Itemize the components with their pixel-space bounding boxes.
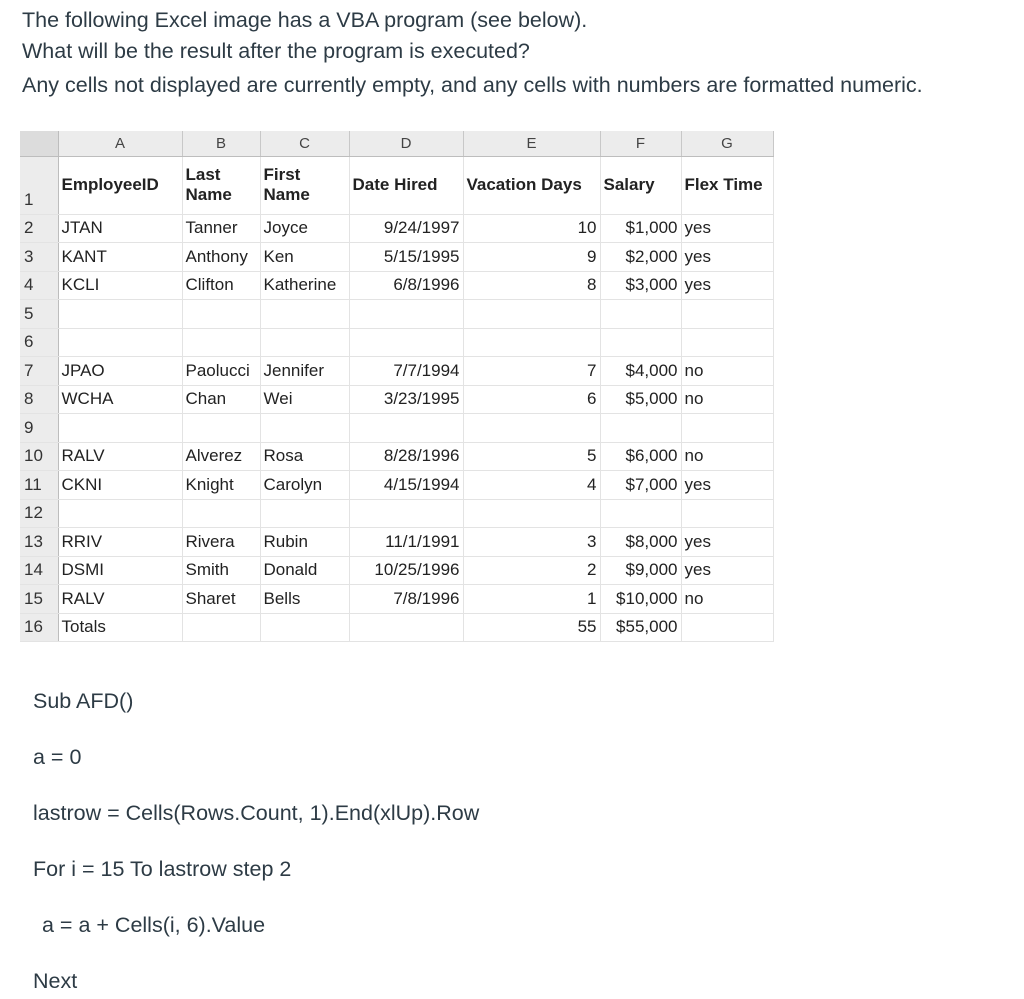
cell-c: Bells [260,585,349,614]
cell-e [463,499,600,528]
excel-sheet-image [20,131,774,642]
column-header-c: C [260,131,349,156]
header-vacation-days: Vacation Days [463,156,600,214]
header-date-hired: Date Hired [349,156,463,214]
header-first-name: First Name [260,156,349,214]
cell-c: Jennifer [260,357,349,386]
cell-d: 4/15/1994 [349,471,463,500]
cell-g: yes [681,271,773,300]
row-number: 11 [20,471,58,500]
row-number: 9 [20,414,58,443]
cell-g: no [681,385,773,414]
row-number: 1 [20,156,58,214]
cell-a: RRIV [58,528,182,557]
cell-d: 7/8/1996 [349,585,463,614]
cell-f [600,300,681,329]
cell-a: RALV [58,585,182,614]
code-line-next: Next [33,969,78,993]
cell-g: no [681,357,773,386]
cell-g [681,499,773,528]
table-row [20,442,773,471]
cell-d [349,414,463,443]
question-line-2: What will be the result after the program is executed? [22,39,530,63]
table-row [20,528,773,557]
table-row [20,214,773,243]
cell-g: yes [681,243,773,272]
column-header-b: B [182,131,260,156]
cell-c [260,300,349,329]
cell-b: Knight [182,471,260,500]
question-line-1: The following Excel image has a VBA program (see below). [22,8,588,32]
header-salary: Salary [600,156,681,214]
header-row [20,156,773,214]
cell-b [182,499,260,528]
row-number: 4 [20,271,58,300]
row-number: 8 [20,385,58,414]
cell-g: no [681,585,773,614]
row-number: 2 [20,214,58,243]
table-row [20,414,773,443]
cell-b: Alverez [182,442,260,471]
cell-a [58,499,182,528]
cell-c: Joyce [260,214,349,243]
cell-a: JTAN [58,214,182,243]
cell-e [463,328,600,357]
cell-c: Rosa [260,442,349,471]
cell-d: 6/8/1996 [349,271,463,300]
header-employeeid: EmployeeID [58,156,182,214]
row-number: 5 [20,300,58,329]
cell-f: $2,000 [600,243,681,272]
header-flex-time: Flex Time [681,156,773,214]
table-row [20,385,773,414]
table-row [20,613,773,642]
row-number: 3 [20,243,58,272]
cell-f [600,328,681,357]
code-line-sub: Sub AFD() [33,689,134,713]
cell-g [681,613,773,642]
cell-e: 3 [463,528,600,557]
cell-c: Donald [260,556,349,585]
cell-d: 8/28/1996 [349,442,463,471]
select-all-corner [20,131,58,156]
cell-g: yes [681,556,773,585]
cell-e: 2 [463,556,600,585]
cell-d [349,300,463,329]
cell-e: 5 [463,442,600,471]
cell-a: WCHA [58,385,182,414]
cell-e: 10 [463,214,600,243]
row-number: 14 [20,556,58,585]
row-number: 16 [20,613,58,642]
cell-c: Ken [260,243,349,272]
cell-g [681,328,773,357]
cell-e: 55 [463,613,600,642]
cell-c: Rubin [260,528,349,557]
cell-g: yes [681,214,773,243]
cell-d [349,499,463,528]
code-line-lastrow: lastrow = Cells(Rows.Count, 1).End(xlUp).Row [33,801,480,825]
cell-c: Carolyn [260,471,349,500]
table-row [20,328,773,357]
cell-e: 6 [463,385,600,414]
cell-e: 1 [463,585,600,614]
cell-f: $5,000 [600,385,681,414]
cell-e: 8 [463,271,600,300]
cell-f: $8,000 [600,528,681,557]
cell-g: no [681,442,773,471]
cell-g [681,300,773,329]
cell-e: 7 [463,357,600,386]
cell-d [349,613,463,642]
cell-c [260,328,349,357]
cell-a: KCLI [58,271,182,300]
cell-b: Smith [182,556,260,585]
cell-b: Clifton [182,271,260,300]
table-row [20,243,773,272]
column-header-a: A [58,131,182,156]
row-number: 15 [20,585,58,614]
row-number: 13 [20,528,58,557]
column-header-g: G [681,131,773,156]
spreadsheet-table [20,131,774,642]
cell-c: Katherine [260,271,349,300]
cell-b [182,328,260,357]
cell-b: Anthony [182,243,260,272]
cell-a: JPAO [58,357,182,386]
cell-d: 7/7/1994 [349,357,463,386]
row-number: 12 [20,499,58,528]
cell-e: 4 [463,471,600,500]
table-row [20,471,773,500]
cell-b: Sharet [182,585,260,614]
code-line-for: For i = 15 To lastrow step 2 [33,857,292,881]
cell-b [182,414,260,443]
cell-f: $9,000 [600,556,681,585]
cell-g: yes [681,528,773,557]
cell-b: Chan [182,385,260,414]
cell-d [349,328,463,357]
cell-g [681,414,773,443]
cell-a [58,328,182,357]
header-last-name: Last Name [182,156,260,214]
cell-a [58,414,182,443]
cell-f [600,414,681,443]
cell-b: Paolucci [182,357,260,386]
cell-f: $55,000 [600,613,681,642]
cell-f: $3,000 [600,271,681,300]
cell-f: $1,000 [600,214,681,243]
cell-g: yes [681,471,773,500]
cell-f: $7,000 [600,471,681,500]
table-row [20,499,773,528]
table-row [20,357,773,386]
cell-f: $6,000 [600,442,681,471]
code-line-init: a = 0 [33,745,82,769]
cell-e [463,414,600,443]
cell-b [182,300,260,329]
row-number: 7 [20,357,58,386]
column-header-d: D [349,131,463,156]
cell-b: Tanner [182,214,260,243]
cell-c [260,613,349,642]
cell-c [260,414,349,443]
row-number: 6 [20,328,58,357]
cell-c: Wei [260,385,349,414]
cell-b [182,613,260,642]
cell-e [463,300,600,329]
cell-f [600,499,681,528]
question-line-3: Any cells not displayed are currently empty, and any cells with numbers are formatted numeric. [22,73,923,97]
cell-d: 10/25/1996 [349,556,463,585]
cell-d: 3/23/1995 [349,385,463,414]
cell-b: Rivera [182,528,260,557]
cell-a: Totals [58,613,182,642]
cell-a: CKNI [58,471,182,500]
table-row [20,556,773,585]
cell-a: DSMI [58,556,182,585]
cell-d: 9/24/1997 [349,214,463,243]
table-row [20,271,773,300]
table-row [20,585,773,614]
row-number: 10 [20,442,58,471]
table-row [20,300,773,329]
cell-c [260,499,349,528]
cell-f: $10,000 [600,585,681,614]
column-header-f: F [600,131,681,156]
cell-a: RALV [58,442,182,471]
cell-a: KANT [58,243,182,272]
cell-e: 9 [463,243,600,272]
column-header-row [20,131,773,156]
cell-a [58,300,182,329]
column-header-e: E [463,131,600,156]
cell-d: 5/15/1995 [349,243,463,272]
cell-f: $4,000 [600,357,681,386]
code-line-accumulate: a = a + Cells(i, 6).Value [42,913,266,937]
cell-d: 11/1/1991 [349,528,463,557]
